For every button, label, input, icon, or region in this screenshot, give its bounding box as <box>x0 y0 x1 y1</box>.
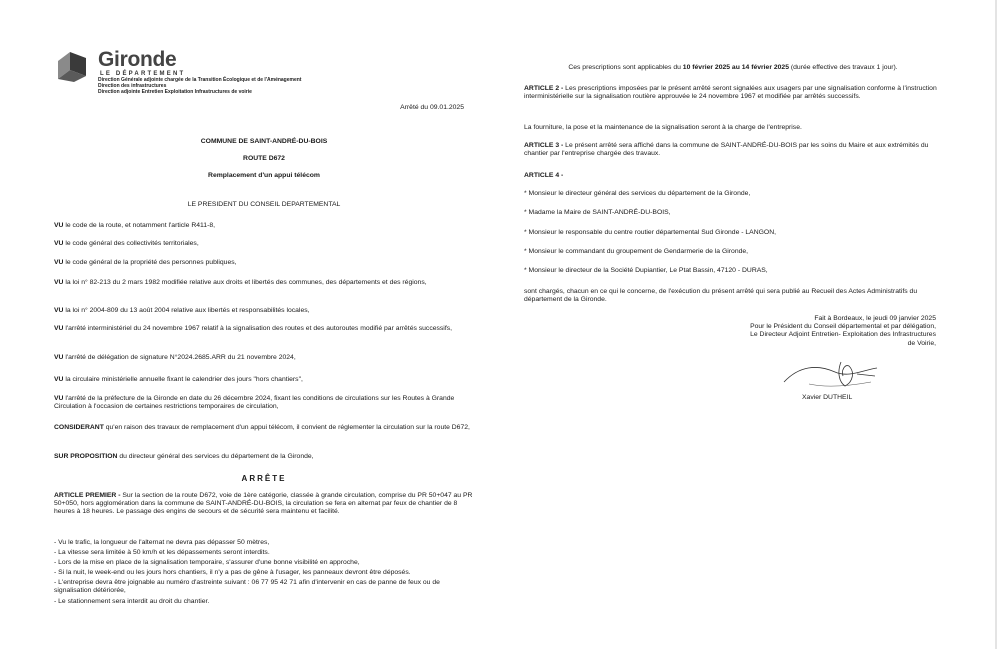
closing-paragraph: sont chargés, chacun en ce qui le concerne, de l'exécution du présent arrêté qui sera publié au Recueil des Actes Administratifs du département de la Gironde. <box>524 288 918 304</box>
president-title: LE PRESIDENT DU CONSEIL DEPARTEMENTAL <box>187 201 341 208</box>
signoff-line: Le Directeur Adjoint Entretien- Exploitation des Infrastructures <box>750 331 936 339</box>
signoff-line: Pour le Président du Conseil départemental et par délégation, <box>750 323 936 331</box>
recipient-item: * Monsieur le directeur de la Société Dupiantier, Le Ptat Bassin, 47120 - DURAS, <box>524 267 768 274</box>
article-4-label: ARTICLE 4 - <box>524 172 564 179</box>
recipient-item: * Monsieur le directeur général des services du département de la Gironde, <box>524 190 751 197</box>
direction-line: Direction Générale adjointe chargée de la Transition Écologique et de l'Aménagement <box>98 77 302 83</box>
article-3: ARTICLE 3 - Le présent arrêté sera affiché dans la commune de SAINT-ANDRÉ-DU-BOIS par les soins du Maire et aux extrémités du chantier par l'entreprise chargée des travaux. <box>524 142 929 158</box>
bullet-item: - Si la nuit, le week-end ou les jours hors chantiers, il n'y a pas de gêne à l'usager, les panneaux devront être déposés. <box>54 569 411 576</box>
bullet-item: - Lors de la mise en place de la signalisation temporaire, s'assurer d'une bonne visibilité en approche, <box>54 559 360 566</box>
subject-title: Remplacement d'un appui télécom <box>208 172 320 179</box>
bullet-item: - Le stationnement sera interdit au droit du chantier. <box>54 598 210 605</box>
vu-item: VU la loi n° 2004-809 du 13 août 2004 relative aux libertés et responsabilités locales, <box>54 307 310 314</box>
bullet-item: - Vu le trafic, la longueur de l'alternat ne devra pas dépasser 50 mètres, <box>54 539 270 546</box>
logo-subtitle: LE DÉPARTEMENT <box>100 71 186 77</box>
recipient-item: * Monsieur le responsable du centre routier départemental Sud Gironde - LANGON, <box>524 229 776 236</box>
article-premier: ARTICLE PREMIER - Sur la section de la route D672, voie de 1ère catégorie, classée à grande circulation, comprise du PR 50+047 au PR 50+050, hors agglomération dans la commune de SAINT-ANDRÉ-DU-BOIS, la circulation se fera en alternat par feux de chantier de 8 heures à 18 heures. Le passage des engins de secours et de sécurité sera maintenu et facilité. <box>54 492 473 516</box>
handwritten-signature-icon <box>779 358 889 392</box>
recipient-item: * Madame la Maire de SAINT-ANDRÉ-DU-BOIS, <box>524 209 671 216</box>
article-2: ARTICLE 2 - Les prescriptions imposées par le présent arrêté seront signalées aux usagers par une signalisation conforme à l'instruction interministérielle sur la signalisation routière approuvée le 24 novembre 1967 et modifiée par arrêtés successifs. <box>524 85 937 101</box>
bullet-item: - La vitesse sera limitée à 50 km/h et les dépassements seront interdits. <box>54 549 270 556</box>
logo-name: Gironde <box>98 48 177 71</box>
vu-item: VU le code de la route, et notamment l'article R411-8, <box>54 222 215 229</box>
direction-lines <box>98 77 301 95</box>
supply-paragraph: La fourniture, la pose et la maintenance de la signalisation seront à la charge de l'entreprise. <box>524 124 802 131</box>
signoff-line: Fait à Bordeaux, le jeudi 09 janvier 2025 <box>814 315 936 322</box>
proposition: SUR PROPOSITION du directeur général des services du département de la Gironde, <box>54 453 314 460</box>
vu-item: VU l'arrêté de délégation de signature N°2024.2685.ARR du 21 novembre 2024, <box>54 354 296 361</box>
route-title: ROUTE D672 <box>243 155 285 162</box>
recipient-item: * Monsieur le commandant du groupement de Gendarmerie de la Gironde, <box>524 248 749 255</box>
direction-line: Direction adjointe Entretien Exploitation Infrastructures de voirie <box>98 89 252 95</box>
vu-item: VU la loi n° 82-213 du 2 mars 1982 modifiée relative aux droits et libertés des communes, des départements et des régions, <box>54 279 427 286</box>
commune-title: COMMUNE DE SAINT-ANDRÉ-DU-BOIS <box>200 138 328 145</box>
vu-item: VU la circulaire ministérielle annuelle fixant le calendrier des jours "hors chantiers", <box>54 376 303 383</box>
vu-item: VU l'arrêté interministériel du 24 novembre 1967 relatif à la signalisation des routes et des autoroutes modifié par arrêtés successifs, <box>54 325 452 332</box>
direction-line: Direction des infrastructures <box>98 83 167 89</box>
signer-name: Xavier DUTHEIL <box>802 394 853 401</box>
signoff-block <box>524 315 936 348</box>
vu-item: VU le code général de la propriété des personnes publiques, <box>54 259 237 266</box>
signoff-line: de Voirie, <box>907 339 936 347</box>
arrete-heading: ARRÊTE <box>241 474 287 483</box>
arrete-date: Arrêté du 09.01.2025 <box>400 104 464 111</box>
bullet-item: - L'entreprise devra être joignable au numéro d'astreinte suivant : 06 77 95 42 71 afin d'intervenir en cas de panne de feux ou de signalisation détériorée, <box>54 579 440 595</box>
vu-item: VU l'arrêté de la préfecture de la Gironde en date du 26 décembre 2024, fixant les conditions de circulations sur les Routes à Grande Circulation à l'occasion de certaines restrictions temporaires de circulation, <box>54 395 455 411</box>
considerant: CONSIDERANT qu'en raison des travaux de remplacement d'un appui télécom, il convient de réglementer la circulation sur la route D672, <box>54 424 470 431</box>
vu-item: VU le code général des collectivités territoriales, <box>54 240 199 247</box>
dates-paragraph: Ces prescriptions sont applicables du 10 février 2025 au 14 février 2025 (durée effective des travaux 1 jour). <box>568 64 898 71</box>
gironde-logo-icon <box>58 52 94 82</box>
page-edge <box>995 0 997 649</box>
